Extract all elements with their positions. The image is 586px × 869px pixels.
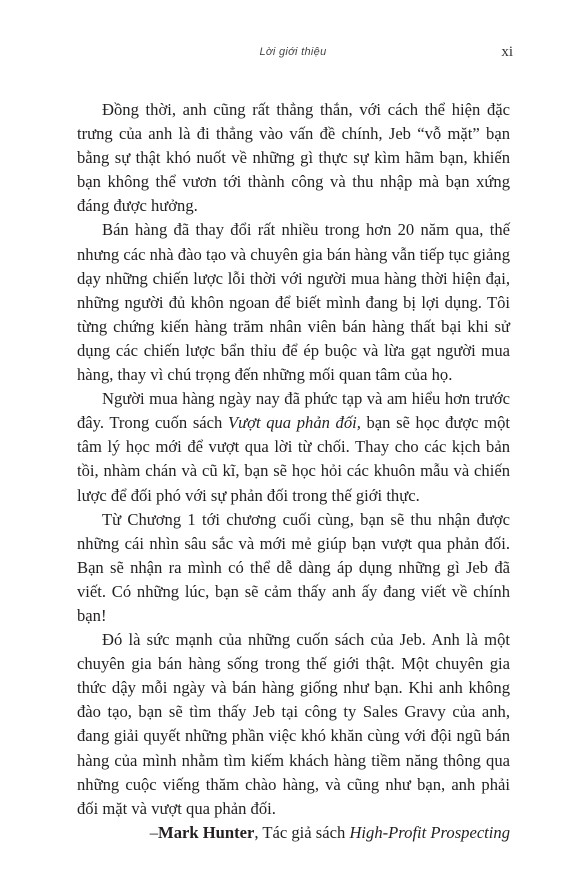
body-text <box>77 98 510 845</box>
paragraph-3-text-after: bạn sẽ học được một tâm lý học mới để vượt qua lời từ chối. Thay cho các kịch bản tồi, nhàm chán và cũ kĩ, bạn sẽ học hỏi các khuôn mẫu và chiến lược để đối phó với sự phản đối trong thế giới thực. <box>77 413 510 505</box>
attribution <box>77 821 510 845</box>
running-head: Lời giới thiệu <box>259 46 327 58</box>
paragraph-5: Đó là sức mạnh của những cuốn sách của Jeb. Anh là một chuyên gia bán hàng sống trong thế giới thật. Một chuyên gia thức dậy mỗi ngày và bán hàng giống như bạn. Khi anh không đào tạo, bạn sẽ tìm thấy Jeb tại công ty Sales Gravy của anh, đang giải quyết những phần việc khó khăn cùng với đội ngũ bán hàng của mình nhằm tìm kiếm khách hàng tiềm năng thông qua những cuộc viếng thăm chào hàng, và cũng như bạn, anh phải đối mặt và vượt qua phản đối. <box>77 630 510 818</box>
attribution-middle: , Tác giả sách <box>254 822 350 842</box>
author-book-title: High-Profit Prospecting <box>349 822 510 842</box>
paragraph-3 <box>77 387 510 507</box>
paragraph-1: Đồng thời, anh cũng rất thẳng thắn, với cách thể hiện đặc trưng của anh là đi thẳng vào vấn đề chính, Jeb “vỗ mặt” bạn bằng sự thật khó nuốt về những gì thực sự kìm hãm bạn, khiến bạn không thể vươn tới thành công và thu nhập mà bạn xứng đáng được hưởng. <box>77 100 510 216</box>
paragraph-3-text-before: Người mua hàng ngày nay đã phức tạp và am hiểu hơn trước đây. Trong cuốn sách <box>77 389 510 433</box>
page-number: xi <box>501 44 513 60</box>
author-name: Mark Hunter <box>158 822 255 842</box>
paragraph-4: Từ Chương 1 tới chương cuối cùng, bạn sẽ thu nhận được những cái nhìn sâu sắc và mới mẻ giúp bạn vượt qua phản đối. Bạn sẽ nhận ra mình có thể dễ dàng áp dụng những gì Jeb đã viết. Có những lúc, bạn sẽ cảm thấy anh ấy đang viết về chính bạn! <box>77 509 510 625</box>
book-title-italic: Vượt qua phản đối, <box>227 413 361 433</box>
attribution-dash: – <box>149 822 159 842</box>
paragraph-2: Bán hàng đã thay đổi rất nhiều trong hơn 20 năm qua, thế nhưng các nhà đào tạo và chuyên gia bán hàng vẫn tiếp tục giảng dạy những chiến lược lỗi thời với người mua hàng thời hiện đại, những người đủ khôn ngoan để biết mình đang bị lợi dụng. Tôi từng chứng kiến hàng trăm nhân viên bán hàng thất bại khi sử dụng các chiến lược bẩn thỉu để ép buộc và lừa gạt người mua hàng, thay vì chú trọng đến những mối quan tâm của họ. <box>77 220 510 385</box>
